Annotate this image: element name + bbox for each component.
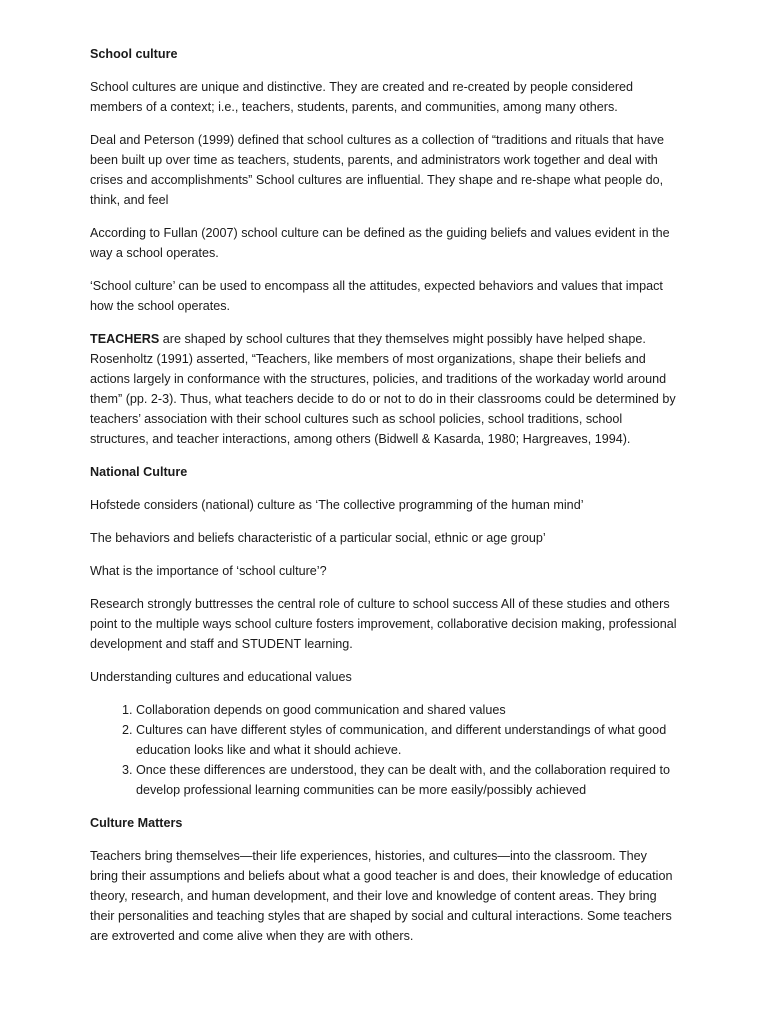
paragraph-teachers bbox=[90, 329, 678, 449]
paragraph-research: Research strongly buttresses the central role of culture to school success All of these studies and others point to the multiple ways school culture fosters improvement, collaborative decision making, professional development and staff and STUDENT learning. bbox=[90, 597, 677, 651]
teachers-paragraph-text: are shaped by school cultures that they themselves might possibly have helped shape. Rosenholtz (1991) asserted, “Teachers, like members of most organizations, shape their beliefs and actions largely in conformance with the structures, policies, and traditions of the workaday world around them” (pp. 2-3). Thus, what teachers decide to do or not to do in their classrooms could be determined by teachers’ association with their school cultures such as school policies, school traditions, school structures, and teacher interactions, among others (Bidwell & Kasarda, 1980; Hargreaves, 1994). bbox=[90, 332, 676, 446]
paragraph-behaviors-beliefs: The behaviors and beliefs characteristic of a particular social, ethnic or age group’ bbox=[90, 531, 546, 545]
paragraph-understanding-cultures: Understanding cultures and educational values bbox=[90, 670, 352, 684]
list-item: 2. Cultures can have different styles of communication, and different understandings of what good education looks like and what it should achieve. bbox=[136, 720, 678, 760]
teachers-bold-lead: TEACHERS bbox=[90, 332, 160, 346]
list-item: 3. Once these differences are understood, they can be dealt with, and the collaboration required to develop professional learning communities can be more easily/possibly achieved bbox=[136, 760, 678, 800]
paragraph-importance-question: What is the importance of ‘school culture’? bbox=[90, 564, 327, 578]
heading-national-culture: National Culture bbox=[90, 465, 188, 479]
heading-culture-matters: Culture Matters bbox=[90, 816, 183, 830]
paragraph-encompass: ‘School culture’ can be used to encompass all the attitudes, expected behaviors and values that impact how the school operates. bbox=[90, 279, 663, 313]
numbered-list bbox=[90, 700, 678, 800]
paragraph-deal-peterson: Deal and Peterson (1999) defined that school cultures as a collection of “traditions and rituals that have been built up over time as teachers, students, parents, and administrators work together and deal with crises and accomplishments” School cultures are influential. They shape and re-shape what people do, think, and feel bbox=[90, 133, 665, 207]
heading-school-culture: School culture bbox=[90, 47, 178, 61]
paragraph-school-cultures-unique: School cultures are unique and distinctive. They are created and re-created by people considered members of a context; i.e., teachers, students, parents, and communities, among many others. bbox=[90, 80, 634, 114]
paragraph-teachers-bring: Teachers bring themselves—their life experiences, histories, and cultures—into the classroom. They bring their assumptions and beliefs about what a good teacher is and does, their knowledge of education theory, research, and human development, and their love and knowledge of content areas. They bring their personalities and teaching styles that are shaped by social and cultural interactions. Some teachers are extroverted and come alive when they are with others. bbox=[90, 849, 673, 943]
paragraph-hofstede: Hofstede considers (national) culture as ‘The collective programming of the human mind’ bbox=[90, 498, 584, 512]
paragraph-fullan: According to Fullan (2007) school culture can be defined as the guiding beliefs and values evident in the way a school operates. bbox=[90, 226, 670, 260]
document-page bbox=[90, 44, 678, 959]
list-item: 1. Collaboration depends on good communication and shared values bbox=[136, 700, 678, 720]
